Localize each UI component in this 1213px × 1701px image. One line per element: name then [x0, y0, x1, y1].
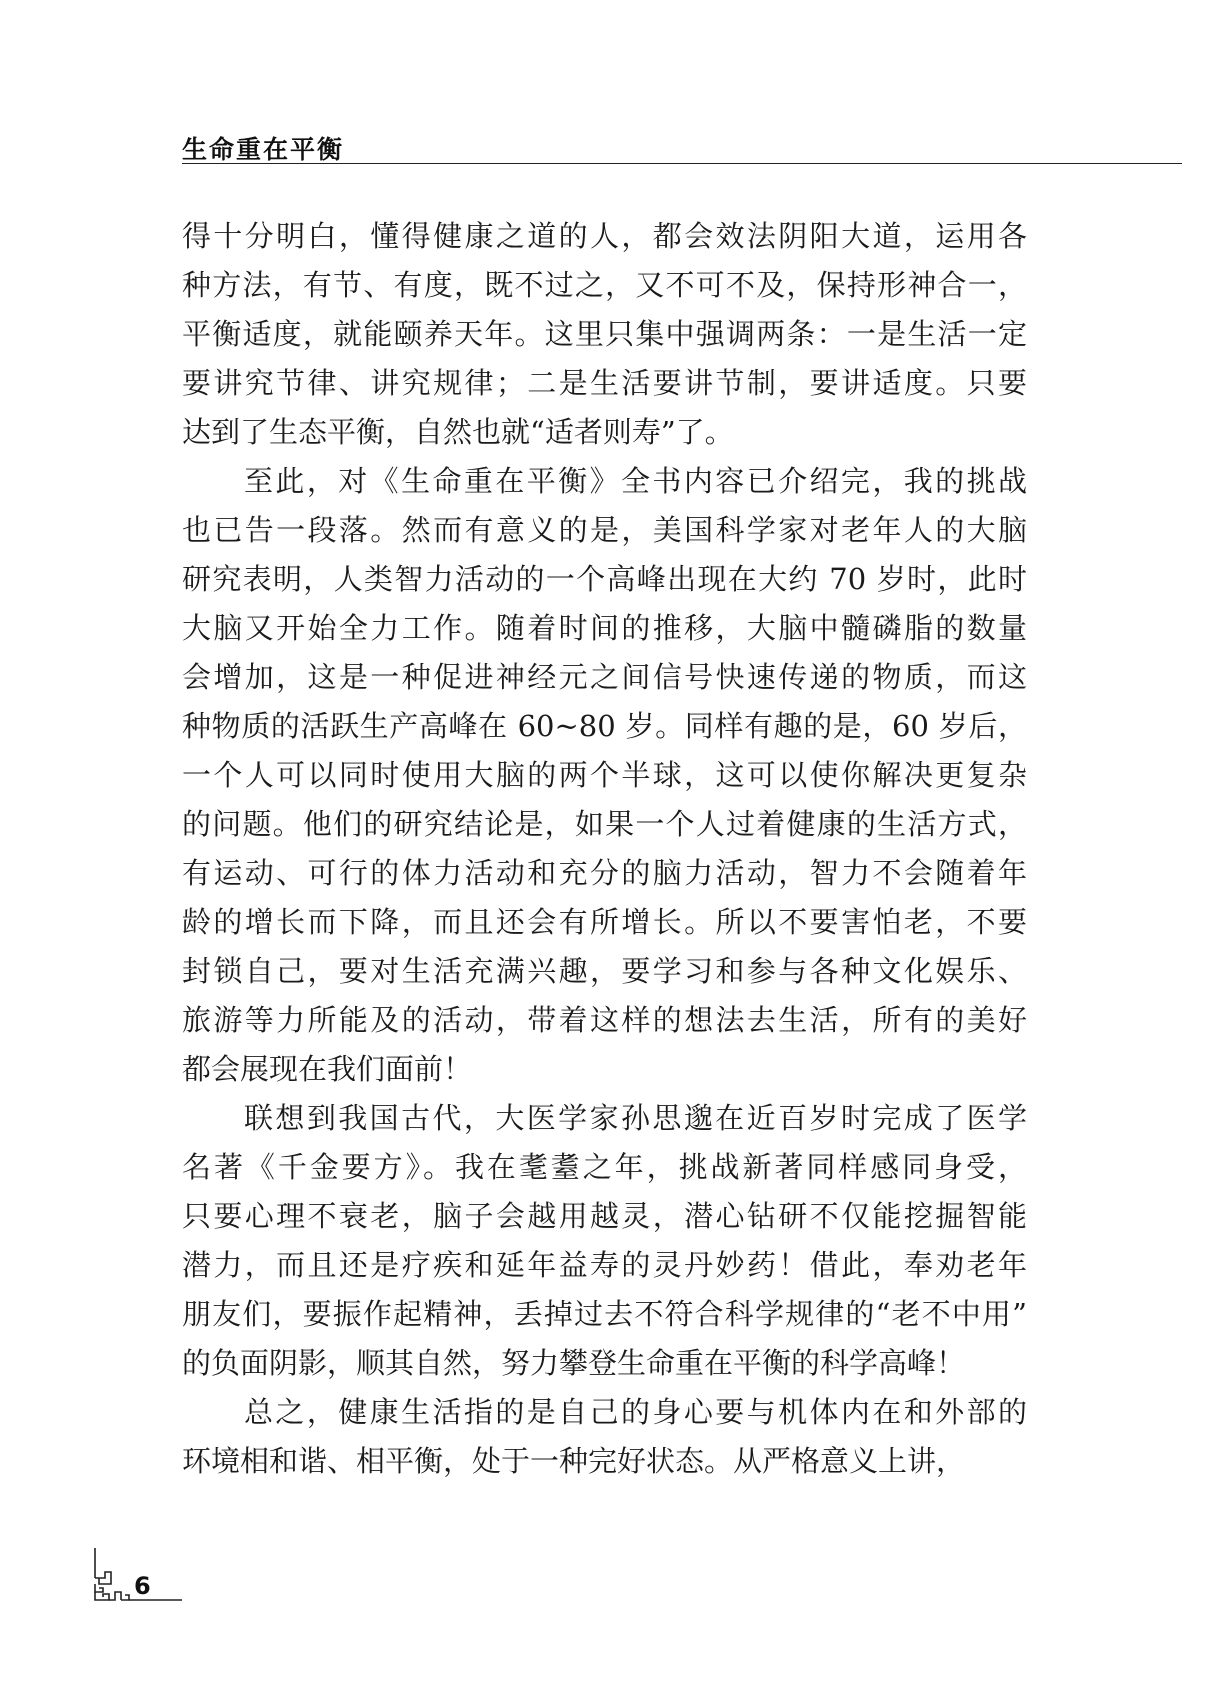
running-header-title: 生命重在平衡 — [182, 135, 345, 164]
text-line: 研究表明，人类智力活动的一个高峰出现在大约 70 岁时，此时 — [182, 562, 1027, 596]
text-line: 只要心理不衰老，脑子会越用越灵，潜心钻研不仅能挖掘智能 — [182, 1199, 1027, 1233]
text-line: 都会展现在我们面前！ — [182, 1052, 473, 1086]
text-line: 环境相和谐、相平衡，处于一种完好状态。从严格意义上讲， — [182, 1444, 966, 1478]
text-line: 有运动、可行的体力活动和充分的脑力活动，智力不会随着年 — [182, 856, 1027, 890]
text-line: 要讲究节律、讲究规律；二是生活要讲节制，要讲适度。只要 — [182, 366, 1027, 400]
running-header — [182, 130, 1213, 170]
text-line: 潜力，而且还是疗疾和延年益寿的灵丹妙药！借此，奉劝老年 — [182, 1248, 1027, 1282]
page-footer — [92, 1548, 292, 1628]
text-line: 名著《千金要方》。我在耄耋之年，挑战新著同样感同身受， — [182, 1150, 1027, 1184]
text-line: 平衡适度，就能颐养天年。这里只集中强调两条：一是生活一定 — [182, 317, 1027, 351]
text-line: 达到了生态平衡，自然也就“适者则寿”了。 — [182, 415, 734, 449]
text-line: 得十分明白，懂得健康之道的人，都会效法阴阳大道，运用各 — [182, 219, 1027, 253]
text-line: 种物质的活跃生产高峰在 60~80 岁。同样有趣的是，60 岁后， — [182, 709, 1027, 743]
paragraph — [182, 457, 1027, 1094]
text-line: 龄的增长而下降，而且还会有所增长。所以不要害怕老，不要 — [182, 905, 1027, 939]
text-line: 的负面阴影，顺其自然，努力攀登生命重在平衡的科学高峰！ — [182, 1346, 966, 1380]
text-line: 会增加，这是一种促进神经元之间信号快速传递的物质，而这 — [182, 660, 1027, 694]
text-line: 至此，对《生命重在平衡》全书内容已介绍完，我的挑战 — [244, 464, 1027, 498]
text-line: 封锁自己，要对生活充满兴趣，要学习和参与各种文化娱乐、 — [182, 954, 1027, 988]
text-line: 的问题。他们的研究结论是，如果一个人过着健康的生活方式， — [182, 807, 1027, 841]
body-text — [182, 212, 1027, 1486]
page-number: 6 — [134, 1572, 151, 1600]
text-line: 大脑又开始全力工作。随着时间的推移，大脑中髓磷脂的数量 — [182, 611, 1027, 645]
text-line: 旅游等力所能及的活动，带着这样的想法去生活，所有的美好 — [182, 1003, 1027, 1037]
text-line: 也已告一段落。然而有意义的是，美国科学家对老年人的大脑 — [182, 513, 1027, 547]
paragraph — [182, 1094, 1027, 1388]
text-line: 一个人可以同时使用大脑的两个半球，这可以使你解决更复杂 — [182, 758, 1027, 792]
text-line: 总之，健康生活指的是自己的身心要与机体内在和外部的 — [244, 1395, 1027, 1429]
corner-fret-ornament-icon — [92, 1548, 292, 1628]
text-line: 朋友们，要振作起精神，丢掉过去不符合科学规律的“老不中用” — [182, 1297, 1027, 1331]
paragraph — [182, 1388, 1027, 1486]
header-rule — [182, 163, 1182, 164]
text-line: 联想到我国古代，大医学家孙思邈在近百岁时完成了医学 — [244, 1101, 1027, 1135]
paragraph — [182, 212, 1027, 457]
text-line: 种方法，有节、有度，既不过之，又不可不及，保持形神合一， — [182, 268, 1027, 302]
